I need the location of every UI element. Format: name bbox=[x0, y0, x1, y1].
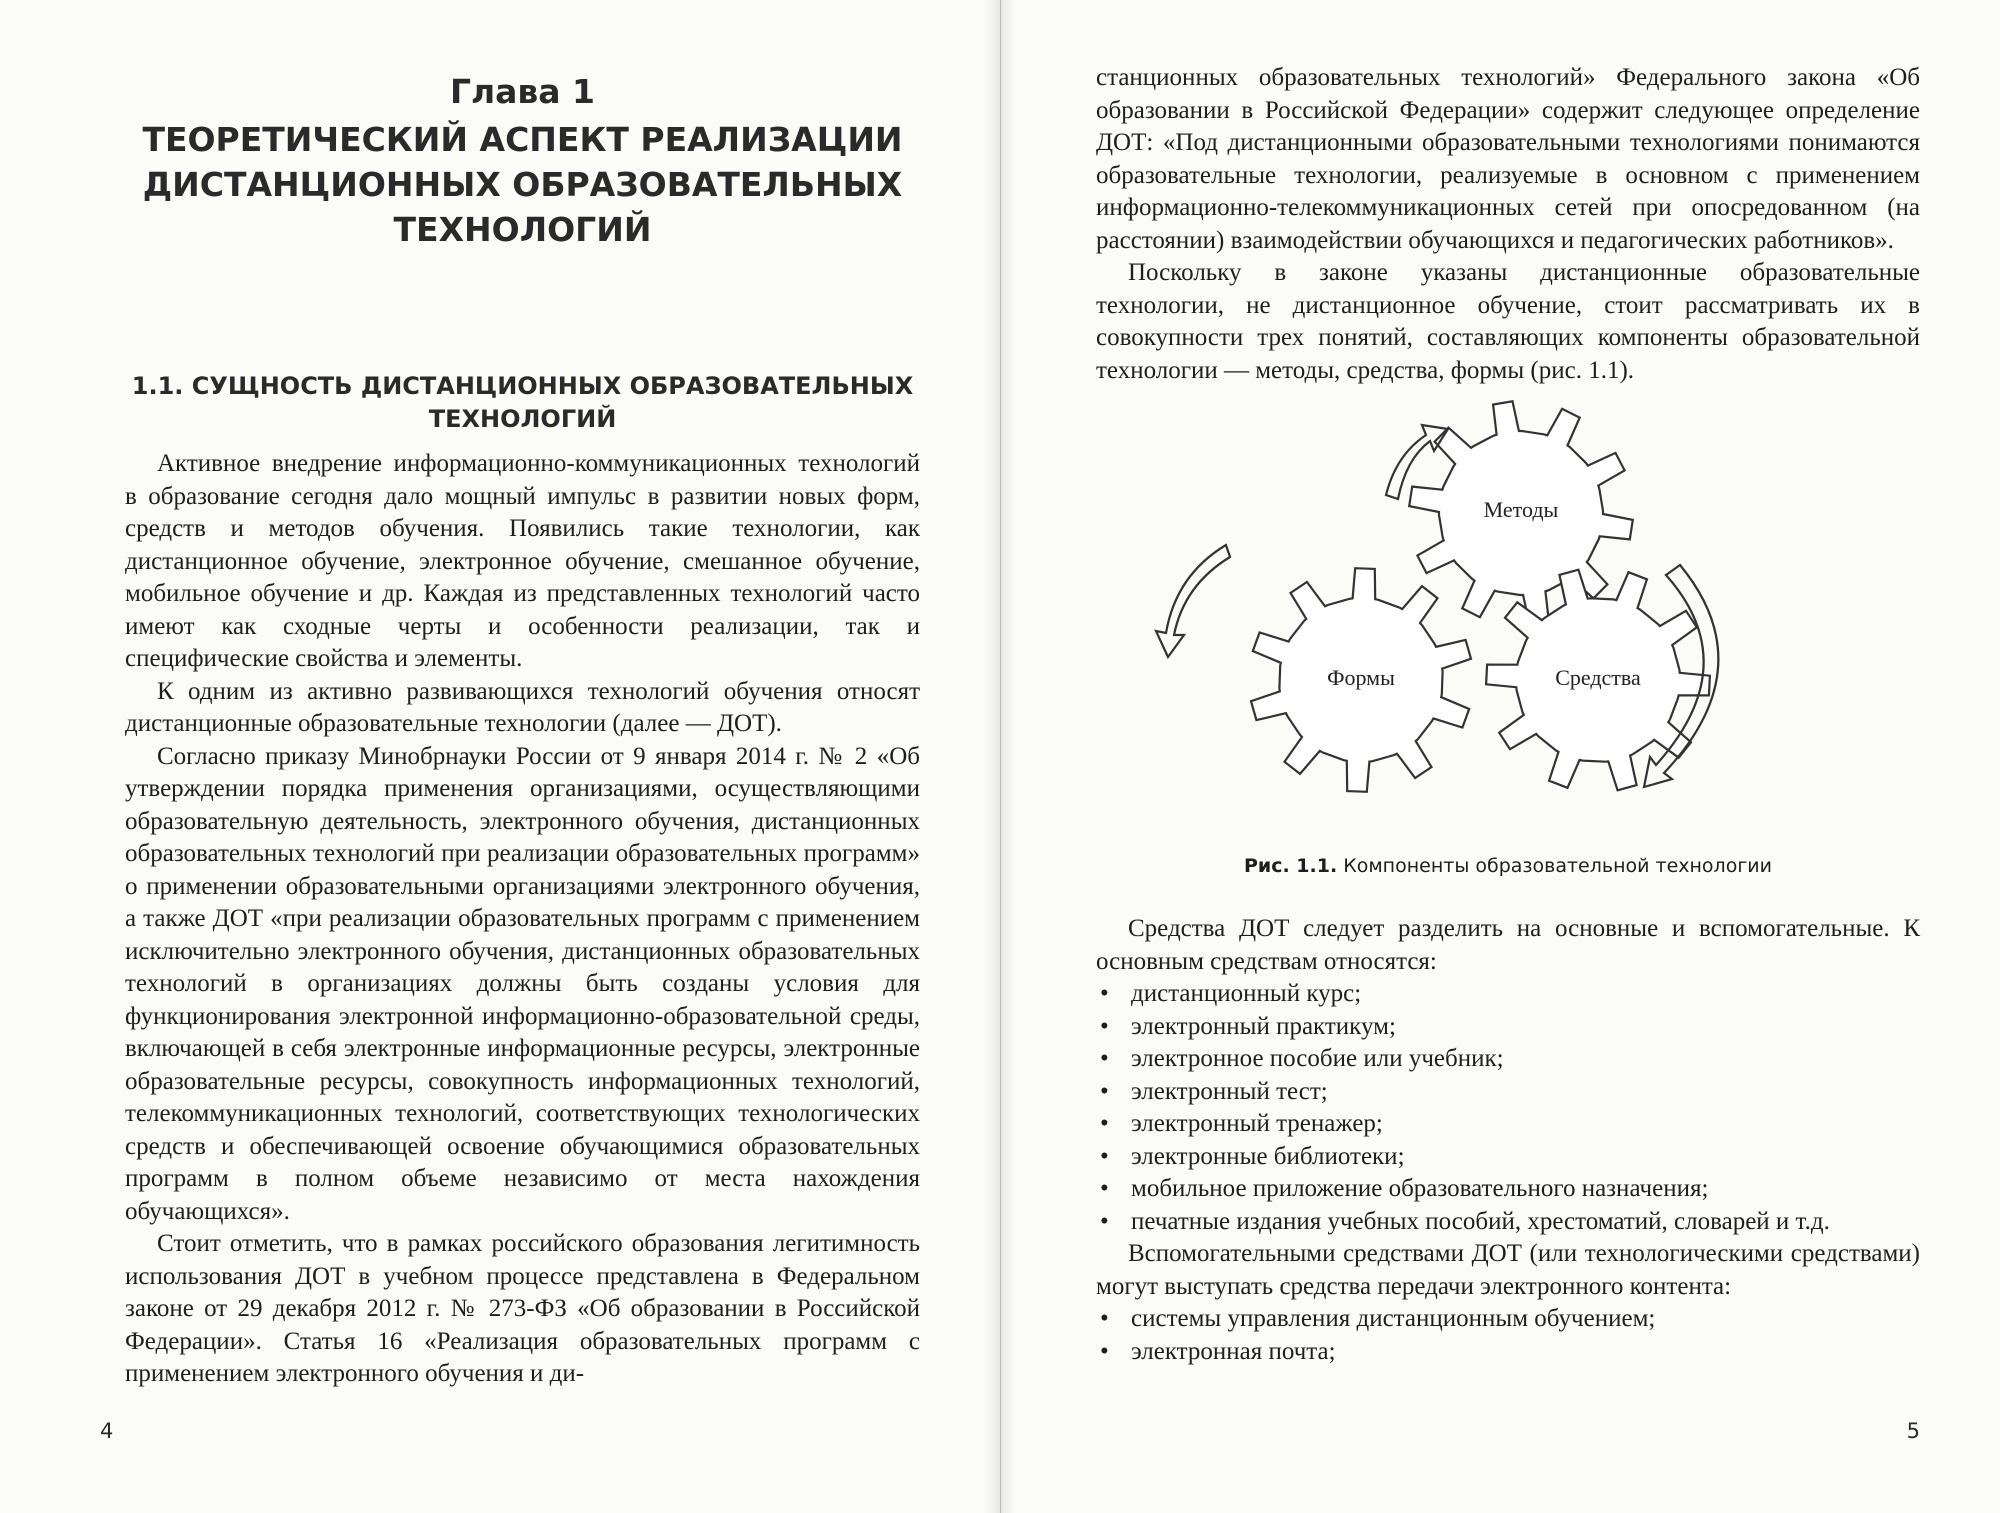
gear-label-means: Средства bbox=[1555, 665, 1641, 690]
paragraph: Согласно приказу Минобрнауки России от 9 января 2014 г. № 2 «Об утверждении порядка применения организациями, осуществляющими образовательную деятельность, электронного обучения, дистанционных образовательных технологий при реализации образовательных программ» о применении образовательными организациями электронного обучения, а также ДОТ «при реализации образовательных программ с применением исключительно электронного обучения, дистанционных образовательных технологий в организациях должны быть созданы условия для функционирования электронной информационно-образовательной среды, включающей в себя электронные информационные ресурсы, электронные образовательные ресурсы, совокупность информационных технологий, телекоммуникационных технологий, соответствующих технологических средств и обеспечивающей освоение обучающимися образовательных программ в полном объеме независимо от места нахождения обучающихся». bbox=[125, 742, 920, 1225]
figure-caption bbox=[1096, 855, 1920, 877]
chapter-title-line: ДИСТАНЦИОННЫХ ОБРАЗОВАТЕЛЬНЫХ bbox=[142, 165, 903, 204]
page-number: 4 bbox=[100, 1419, 114, 1443]
curved-arrow-icon bbox=[1156, 545, 1230, 657]
bullet-icon: • bbox=[1100, 1305, 1109, 1332]
bullet-icon: • bbox=[1100, 1045, 1109, 1072]
list-item: • электронный практикум; bbox=[1096, 1011, 1920, 1044]
paragraph: К одним из активно развивающихся технологий обучения относят дистанционные образовательные технологии (далее — ДОТ). bbox=[125, 677, 920, 737]
paragraph: Поскольку в законе указаны дистанционные образовательные технологии, не дистанционное обучение, стоит рассматривать их в совокупности трех понятий, составляющих компоненты образовательной технологии — методы, средства, формы (рис. 1.1). bbox=[1096, 259, 1920, 384]
section-title-line: 1.1. СУЩНОСТЬ ДИСТАНЦИОННЫХ ОБРАЗОВАТЕЛЬНЫХ bbox=[131, 372, 914, 400]
list-item: • электронное пособие или учебник; bbox=[1096, 1043, 1920, 1076]
chapter-title bbox=[125, 117, 920, 252]
main-means-list bbox=[1096, 978, 1920, 1238]
gear-label-forms: Формы bbox=[1327, 665, 1395, 690]
bullet-icon: • bbox=[1100, 1012, 1109, 1040]
paragraph: Активное внедрение информационно-коммуникационных технологий в образование сегодня дало мощный импульс в развитии новых форм, средств и методов обучения. Появились такие технологии, как дистанционное обучение, электронное обучение, смешанное обучение, мобильное обучение и др. Каждая из представленных технологий часто имеют как сходные черты и особенности реализации, так и специфические свойства и элементы. bbox=[125, 450, 920, 672]
section-title bbox=[125, 370, 920, 436]
page-number: 5 bbox=[1906, 1419, 1920, 1443]
aux-means-list bbox=[1096, 1303, 1920, 1368]
paragraph-continued: станционных образовательных технологий» Федерального закона «Об образовании в Российской Федерации» содержит следующее определение ДОТ: «Под дистанционными образовательными технологиями понимаются образовательные технологии, реализуемые в основном с применением информационно-телекоммуникационных сетей при опосредованном (на расстоянии) взаимодействии обучающихся и педагогических работников». bbox=[1096, 64, 1920, 254]
bullet-icon: • bbox=[1100, 1110, 1109, 1137]
bullet-icon: • bbox=[1100, 1175, 1109, 1202]
bullet-icon: • bbox=[1100, 1207, 1109, 1235]
paragraph: Вспомогательными средствами ДОТ (или технологическими средствами) могут выступать средства передачи электронного контента: bbox=[1096, 1240, 1920, 1300]
section-title-line: ТЕХНОЛОГИЙ bbox=[428, 405, 617, 433]
figure-caption-label: Рис. 1.1. bbox=[1243, 855, 1338, 877]
list-item: • дистанционный курс; bbox=[1096, 978, 1920, 1011]
bullet-icon: • bbox=[1100, 1142, 1109, 1170]
list-item: • печатные издания учебных пособий, хрестоматий, словарей и т.д. bbox=[1096, 1206, 1920, 1239]
list-item: • мобильное приложение образовательного назначения; bbox=[1096, 1173, 1920, 1206]
paragraph: Стоит отметить, что в рамках российского образования легитимность использования ДОТ в учебном процессе представлена в Федеральном законе от 29 декабря 2012 г. № 273-ФЗ «Об образовании в Российской Федерации». Статья 16 «Реализация образовательных программ с применением электронного обучения и ди- bbox=[125, 1230, 920, 1387]
bullet-icon: • bbox=[1100, 1337, 1109, 1365]
gears-diagram bbox=[1096, 395, 1921, 855]
list-item: • электронные библиотеки; bbox=[1096, 1141, 1920, 1174]
chapter-title-line: ТЕХНОЛОГИЙ bbox=[393, 210, 652, 249]
right-page bbox=[1000, 0, 2000, 1513]
list-item: • электронный тест; bbox=[1096, 1076, 1920, 1109]
chapter-label: Глава 1 bbox=[449, 72, 596, 111]
list-item: • электронная почта; bbox=[1096, 1336, 1920, 1369]
bullet-icon: • bbox=[1100, 1077, 1109, 1105]
chapter-title-line: ТЕОРЕТИЧЕСКИЙ АСПЕКТ РЕАЛИЗАЦИИ bbox=[142, 120, 903, 159]
paragraph: Средства ДОТ следует разделить на основные и вспомогательные. К основным средствам относятся: bbox=[1096, 915, 1920, 975]
list-item: • системы управления дистанционным обучением; bbox=[1096, 1303, 1920, 1336]
gear-label-methods: Методы bbox=[1483, 497, 1559, 522]
figure-caption-text: Компоненты образовательной технологии bbox=[1337, 855, 1773, 877]
bullet-icon: • bbox=[1100, 980, 1109, 1007]
gears-figure bbox=[1096, 395, 1921, 855]
list-item: • электронный тренажер; bbox=[1096, 1108, 1920, 1141]
